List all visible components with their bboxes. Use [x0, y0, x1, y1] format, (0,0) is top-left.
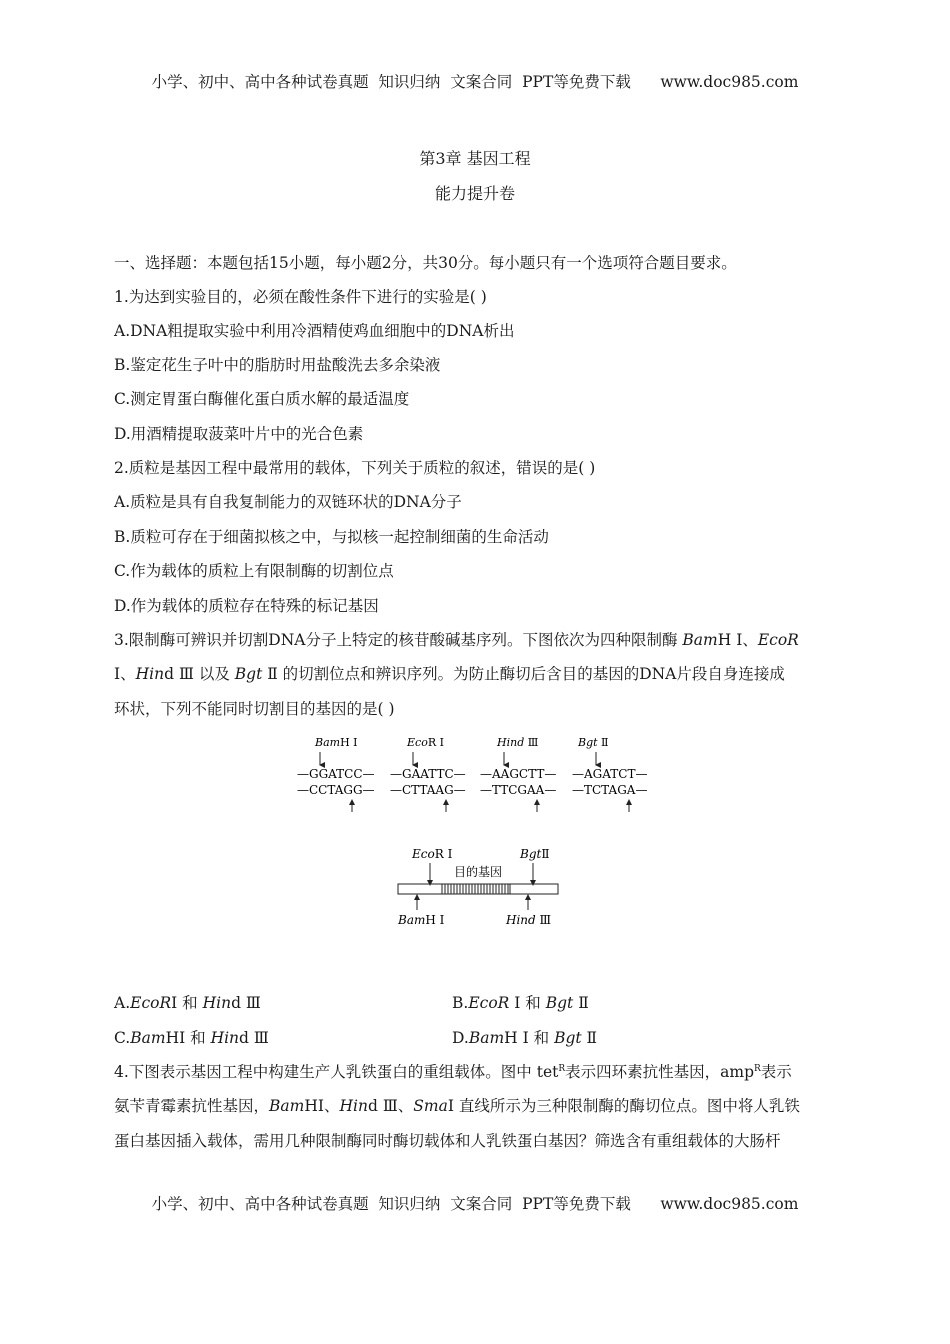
- gene-region: [442, 884, 510, 894]
- page-footer: 小学、初中、高中各种试卷真题 知识归纳 文案合同 PPT等免费下载 www.doc985.com: [151, 1195, 799, 1213]
- cut-arrow-bottom-head: [349, 799, 355, 805]
- enzyme-hindiii: [480, 736, 556, 812]
- q4-stem-line2: 氨苄青霉素抗性基因，BamHⅠ、Hind Ⅲ、SmaⅠ 直线所示为三种限制酶的酶切位点。图中将人乳铁: [114, 1097, 800, 1115]
- bamhi-label: BamH Ⅰ: [398, 913, 445, 927]
- q3-option-c: C.BamHⅠ 和 Hind Ⅲ: [114, 1029, 269, 1047]
- q4-stem-line3: 蛋白基因插入载体，需用几种限制酶同时酶切载体和人乳铁蛋白基因？筛选含有重组载体的大肠杆: [114, 1132, 781, 1150]
- bgtii-label: BgtⅡ: [520, 847, 550, 861]
- q1-option-d: D.用酒精提取菠菜叶片中的光合色素: [114, 425, 364, 443]
- enzyme-name-label: BamH Ⅰ: [315, 736, 358, 749]
- sequence-top: —AAGCTT—: [480, 767, 557, 781]
- q3-option-b: B.EcoR Ⅰ 和 Bgt Ⅱ: [452, 994, 589, 1012]
- q1-option-b: B.鉴定花生子叶中的脂肪时用盐酸洗去多余染液: [114, 356, 441, 374]
- q3-stem-line3: 环状，下列不能同时切割目的基因的是( ): [114, 700, 395, 718]
- q2-option-a: A.质粒是具有自我复制能力的双链环状的DNA分子: [114, 493, 462, 511]
- q3-stem-line2: Ⅰ、Hind Ⅲ 以及 Bgt Ⅱ 的切割位点和辨识序列。为防止酶切后含目的基因的DNA片段自身连接成: [114, 665, 785, 683]
- q3-option-d: D.BamH Ⅰ 和 Bgt Ⅱ: [452, 1029, 598, 1047]
- q3-stem-line1: 3.限制酶可辨识并切割DNA分子上特定的核苷酸碱基序列。下图依次为四种限制酶 BamH Ⅰ、EcoR: [114, 631, 799, 649]
- q1-option-a: A.DNA粗提取实验中利用冷酒精使鸡血细胞中的DNA析出: [114, 322, 515, 340]
- restriction-enzymes-figure: [280, 730, 670, 820]
- bgtii-arrow-head: [530, 880, 536, 886]
- cut-arrow-bottom-head: [626, 799, 632, 805]
- page-header: 小学、初中、高中各种试卷真题 知识归纳 文案合同 PPT等免费下载 www.doc985.com: [151, 73, 799, 91]
- ecori-label: EcoR Ⅰ: [412, 847, 453, 861]
- paper-subtitle: 能力提升卷: [434, 184, 515, 203]
- q2-option-d: D.作为载体的质粒存在特殊的标记基因: [114, 597, 379, 615]
- enzyme-name-label: EcoR Ⅰ: [407, 736, 444, 749]
- enzyme-bamhi: [297, 736, 375, 812]
- sequence-top: —GAATTC—: [390, 767, 466, 781]
- enzyme-ecori: [390, 736, 466, 812]
- q1-option-c: C.测定胃蛋白酶催化蛋白质水解的最适温度: [114, 390, 410, 408]
- q4-stem-line1: 4.下图表示基因工程中构建生产人乳铁蛋白的重组载体。图中 tet$^R$表示四环素抗性基因，amp$^R$表示: [114, 1063, 792, 1081]
- hindiii-arrow-head: [525, 894, 531, 900]
- gene-label: 目的基因: [453, 865, 503, 879]
- cut-arrow-bottom-head: [443, 799, 449, 805]
- hindiii-label: Hind Ⅲ: [506, 913, 552, 927]
- sequence-bottom: —TCTAGA—: [572, 783, 648, 797]
- enzyme-bgtii: [572, 736, 647, 812]
- enzyme-name-label: Hind Ⅲ: [497, 736, 539, 749]
- cut-arrow-bottom-head: [534, 799, 540, 805]
- section-intro: 一、选择题：本题包括15小题，每小题2分，共30分。每小题只有一个选项符合题目要求。: [114, 254, 737, 272]
- q3-option-a: A.EcoRⅠ 和 Hind Ⅲ: [114, 994, 261, 1012]
- bamhi-arrow-head: [414, 894, 420, 900]
- sequence-bottom: —CCTAGG—: [297, 783, 375, 797]
- q2-option-b: B.质粒可存在于细菌拟核之中，与拟核一起控制细菌的生命活动: [114, 528, 549, 546]
- target-gene-figure: [390, 840, 570, 932]
- q2-option-c: C.作为载体的质粒上有限制酶的切割位点: [114, 562, 394, 580]
- enzyme-name-label: Bgt Ⅱ: [578, 736, 609, 749]
- sequence-bottom: —TTCGAA—: [480, 783, 557, 797]
- q1-stem: 1.为达到实验目的，必须在酸性条件下进行的实验是( ): [114, 288, 487, 306]
- sequence-top: —AGATCT—: [572, 767, 648, 781]
- chapter-title: 第3章 基因工程: [419, 149, 531, 168]
- q2-stem: 2.质粒是基因工程中最常用的载体，下列关于质粒的叙述，错误的是( ): [114, 459, 596, 477]
- sequence-bottom: —CTTAAG—: [390, 783, 466, 797]
- sequence-top: —GGATCC—: [297, 767, 375, 781]
- ecori-arrow-head: [427, 880, 433, 886]
